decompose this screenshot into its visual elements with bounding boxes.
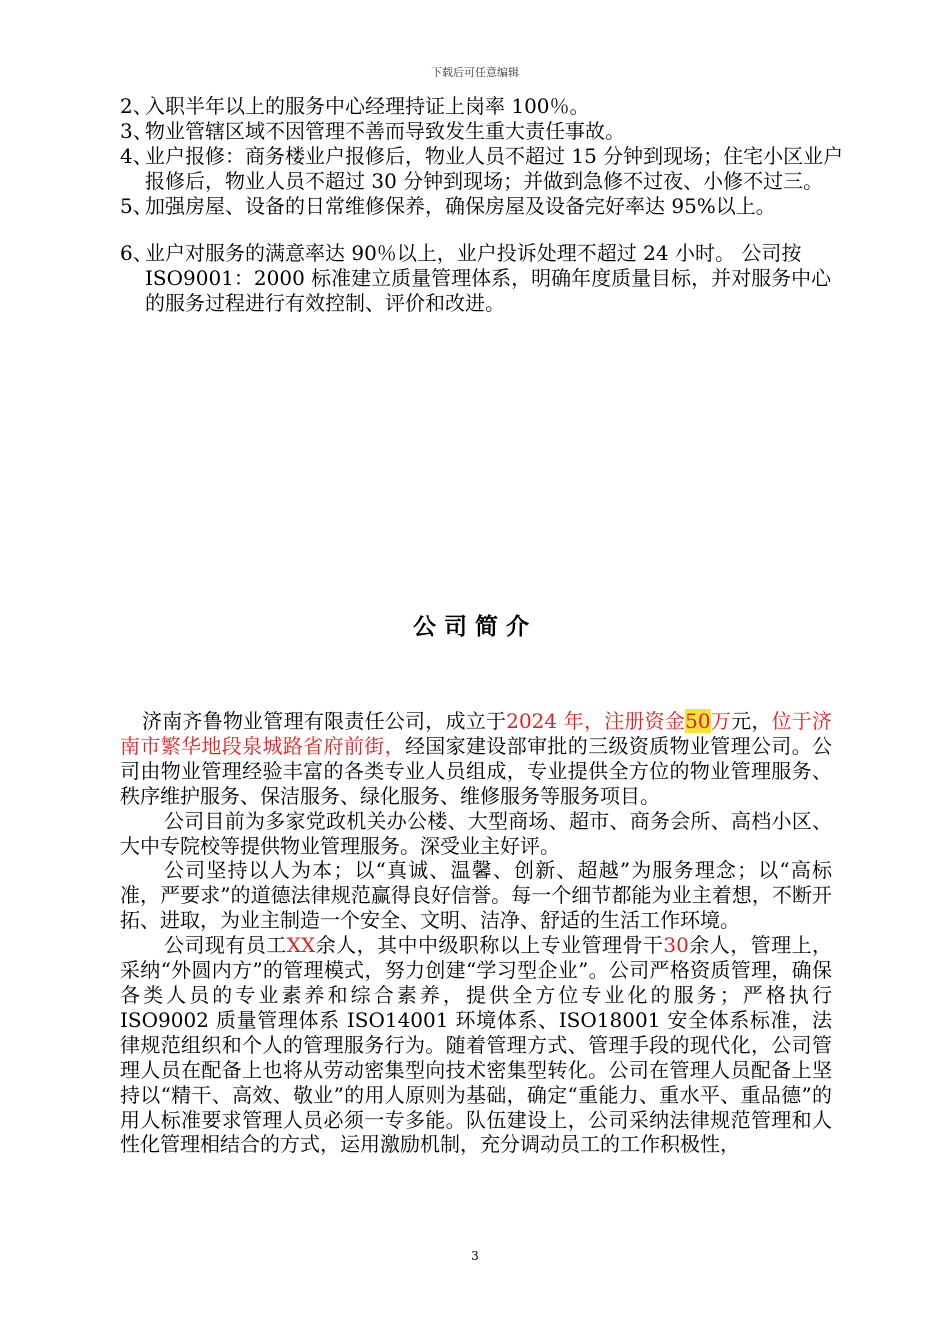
list-spacer bbox=[120, 219, 850, 241]
staff-count: XX bbox=[286, 933, 316, 958]
section-title: 公司简介 bbox=[413, 613, 537, 640]
intro-text: 元， bbox=[731, 709, 772, 733]
list-item bbox=[120, 194, 850, 219]
list-item bbox=[120, 94, 850, 119]
capital-unit: 万 bbox=[710, 709, 732, 733]
list-item-number: 5、 bbox=[120, 194, 153, 218]
senior-staff-count: 30 bbox=[663, 933, 689, 958]
list-item bbox=[120, 144, 850, 194]
intro-paragraph-1 bbox=[120, 709, 832, 809]
intro-text: 余人，管理上，采纳“外圆内方”的管理模式，努力创建“学习型企业”。公司严格资质管理，确保各类人员的专业素养和综合素养，提供全方位专业化的服务；严格执行 ISO9002 质量管理体系 ISO14001 环境体系、ISO18001 安全体系标准，法律规范组织和个人的管理服务行为。随着管理方式、管理手段的现代化，公司管理人员在配备上也将从劳动密集型向技术密集型转化。公司在管理人员配备上坚持以“精干、高效、敬业”的用人原则为基础，确定“重能力、重水平、重品德”的用人标准要求管理人员必须一专多能。队伍建设上，公司采纳法律规范管理和人性化管理相结合的方式，运用激励机制，充分调动员工的工作积极性， bbox=[120, 933, 833, 1157]
intro-text: 余人，其中中级职称以上专业管理骨干 bbox=[315, 933, 664, 958]
list-item-number: 4、 bbox=[120, 144, 153, 168]
header-note: 下载后可任意编辑 bbox=[431, 66, 519, 79]
founding-info: 2024 年，注册资金 bbox=[506, 709, 686, 733]
list-item-number: 3、 bbox=[120, 119, 153, 143]
intro-paragraph-2: 公司目前为多家党政机关办公楼、大型商场、超市、商务会所、高档小区、大中专院校等提供物业管理服务。深受业主好评。 bbox=[120, 808, 832, 858]
intro-paragraph-3: 公司坚持以人为本；以“真诚、温馨、创新、超越”为服务理念；以“高标准，严要求”的道德法律规范赢得良好信誉。每一个细节都能为业主着想，不断开拓、进取，为业主制造一个安全、文明、洁净、舒适的生活工作环境。 bbox=[120, 858, 832, 933]
goals-list bbox=[120, 94, 850, 316]
capital-amount: 50 bbox=[685, 709, 711, 733]
list-item bbox=[120, 241, 850, 316]
intro-paragraph-4 bbox=[120, 933, 832, 1157]
list-item-text: 物业管辖区域不因管理不善而导致发生重大责任事故。 bbox=[145, 119, 625, 143]
company-address: 位于济南市繁华地段泉城路省府前街， bbox=[120, 709, 833, 758]
page-number: 3 bbox=[471, 1249, 479, 1263]
list-item-text: 业户对服务的满意率达 90％以上，业户投诉处理不超过 24 小时。 公司按 ISO9001：2000 标准建立质量管理体系，明确年度质量目标，并对服务中心的服务过程进行有效控制、评价和改进。 bbox=[145, 241, 832, 315]
intro-text: 经国家建设部审批的三级资质物业管理公司。公司由物业管理经验丰富的各类专业人员组成，专业提供全方位的物业管理服务、秩序维护服务、保洁服务、绿化服务、维修服务等服务项目。 bbox=[120, 733, 833, 808]
list-item-text: 入职半年以上的服务中心经理持证上岗率 100％。 bbox=[145, 94, 590, 118]
intro-text: 济南齐鲁物业管理有限责任公司，成立于 bbox=[142, 709, 507, 733]
list-item-text: 业户报修：商务楼业户报修后，物业人员不超过 15 分钟到现场；住宅小区业户报修后，物业人员不超过 30 分钟到现场；并做到急修不过夜、小修不过三。 bbox=[145, 144, 844, 193]
company-intro bbox=[120, 709, 832, 1157]
list-item-number: 2、 bbox=[120, 94, 153, 118]
list-item-number: 6、 bbox=[120, 241, 153, 265]
list-item-text: 加强房屋、设备的日常维修保养，确保房屋及设备完好率达 95%以上。 bbox=[145, 194, 776, 218]
list-item bbox=[120, 119, 850, 144]
intro-text: 公司现有员工 bbox=[164, 933, 287, 958]
